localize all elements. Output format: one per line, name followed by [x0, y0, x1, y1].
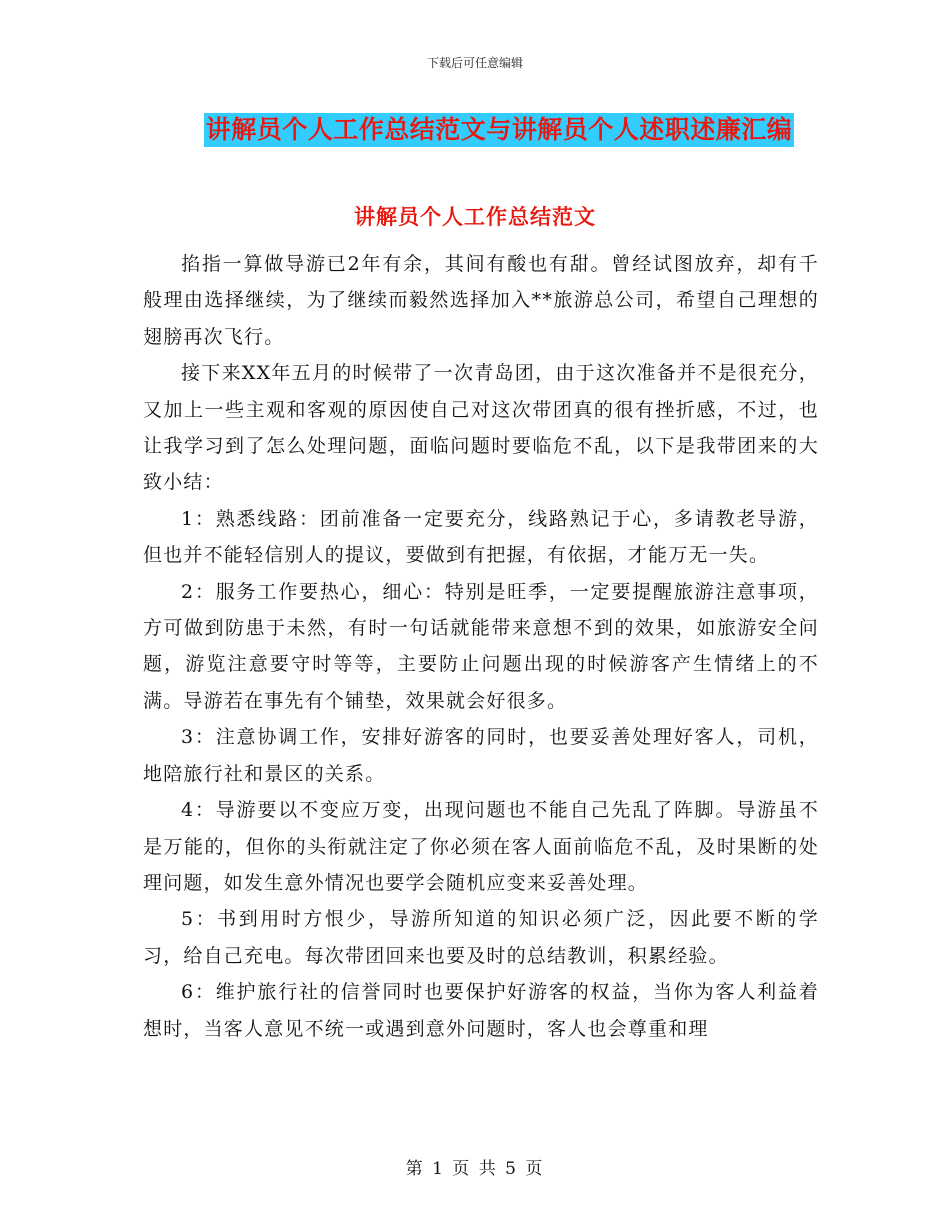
paragraph: 1：熟悉线路：团前准备一定要充分，线路熟记于心，多请教老导游，但也并不能轻信别人的提议，要做到有把握，有依据，才能万无一失。: [143, 507, 819, 567]
paragraph: 4：导游要以不变应万变，出现问题也不能自己先乱了阵脚。导游虽不是万能的，但你的头衔就注定了你必须在客人面前临危不乱，及时果断的处理问题，如发生意外情况也要学会随机应变来妥善处理。: [143, 799, 819, 894]
paragraph: 掐指一算做导游已2年有余，其间有酸也有甜。曾经试图放弃，却有千般理由选择继续，为了继续而毅然选择加入**旅游总公司，希望自己理想的翅膀再次飞行。: [143, 253, 819, 348]
document-title-wrapper: [0, 113, 950, 147]
paragraph: 3：注意协调工作，安排好游客的同时，也要妥善处理好客人，司机，地陪旅行社和景区的关系。: [143, 726, 819, 785]
header-note: 下载后可任意编辑: [426, 56, 523, 70]
document-title: 讲解员个人工作总结范文与讲解员个人述职述廉汇编: [204, 113, 795, 147]
paragraph: 5：书到用时方恨少，导游所知道的知识必须广泛，因此要不断的学习，给自己充电。每次带团回来也要及时的总结教训，积累经验。: [143, 908, 819, 967]
section-title: 讲解员个人工作总结范文: [354, 204, 596, 229]
paragraph: 6：维护旅行社的信誉同时也要保护好游客的权益，当你为客人利益着想时，当客人意见不统一或遇到意外问题时，客人也会尊重和理: [143, 981, 819, 1040]
body-text: [143, 246, 819, 1047]
paragraph: 接下来XX年五月的时候带了一次青岛团，由于这次准备并不是很充分，又加上一些主观和客观的原因使自己对这次带团真的很有挫折感，不过，也让我学习到了怎么处理问题，面临问题时要临危不乱，以下是我带团来的大致小结：: [143, 362, 819, 494]
page-footer: 第 1 页 共 5 页: [405, 1159, 545, 1179]
paragraph: 2：服务工作要热心，细心：特别是旺季，一定要提醒旅游注意事项，方可做到防患于未然，有时一句话就能带来意想不到的效果，如旅游安全问题，游览注意要守时等等，主要防止问题出现的时候游客产生情绪上的不满。导游若在事先有个铺垫，效果就会好很多。: [143, 580, 819, 712]
